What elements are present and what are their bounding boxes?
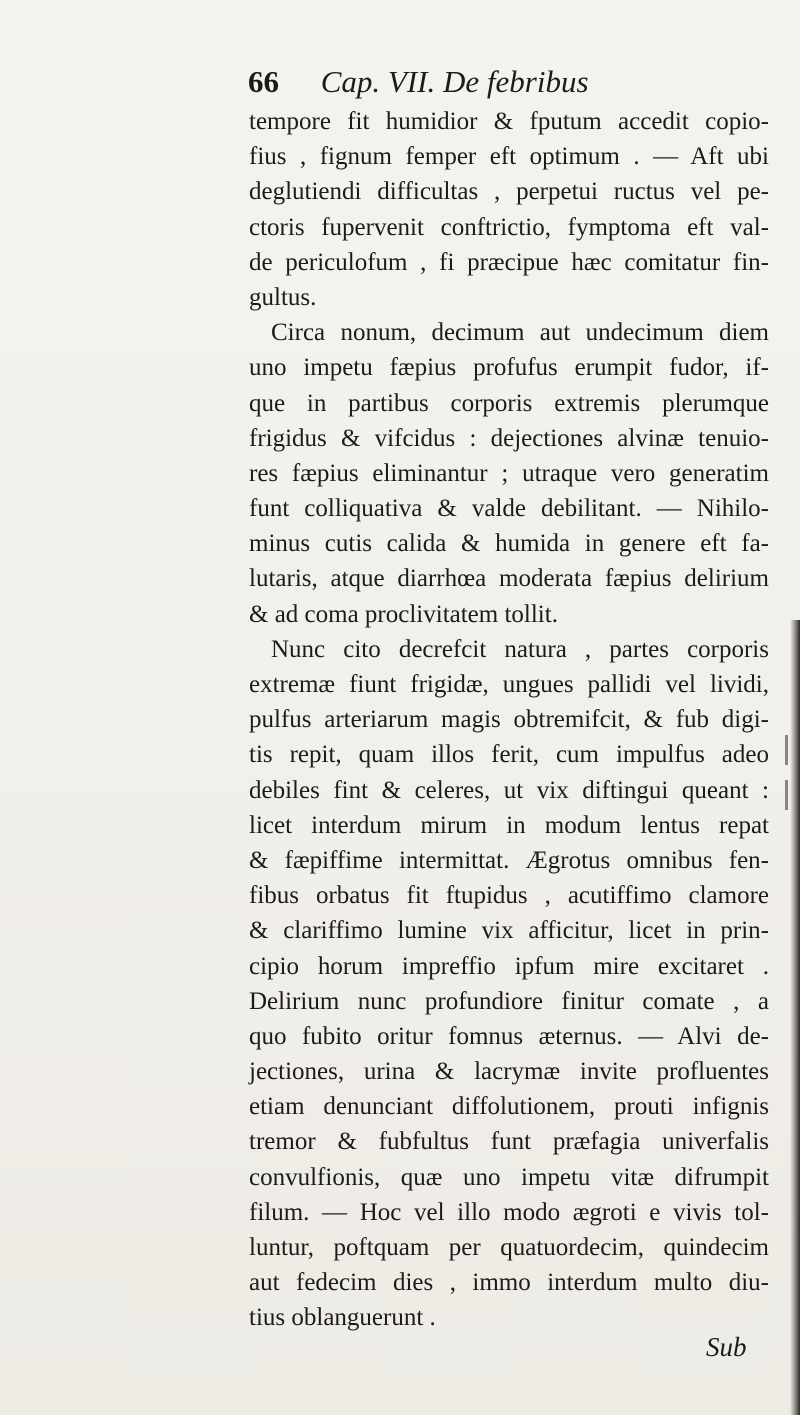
body-text (249, 104, 769, 1336)
text-line: funt colliquativa & valde debilitant. — Nihilo- (249, 495, 769, 523)
text-line: frigidus & vifcidus : dejectiones alvinæ tenuio- (249, 424, 769, 452)
text-line: uno impetu fæpius profufus erumpit fudor, if- (249, 354, 769, 382)
text-line: de periculofum , fi præcipue hæc comitatur fin- (249, 248, 769, 276)
running-title: Cap. VII. De febribus (320, 64, 589, 99)
text-line: deglutiendi difficultas , perpetui ructus vel pe- (249, 178, 769, 206)
text-line: & clariffimo lumine vix afficitur, licet in prin- (249, 917, 769, 945)
text-line: ctoris fupervenit conftrictio, fymptoma eft val- (249, 213, 769, 241)
text-line: aut fedecim dies , immo interdum multo diu- (249, 1269, 769, 1297)
text-line: luntur, poftquam per quatuordecim, quindecim (249, 1234, 769, 1261)
page-edge-mark (785, 780, 788, 810)
text-line: cipio horum impreffio ipfum mire excitaret . (249, 952, 769, 980)
text-line: tremor & fubfultus funt præfagia univerfalis (249, 1128, 769, 1156)
text-line: tempore fit humidior & fputum accedit copio- (249, 108, 769, 135)
text-line: Delirium nunc profundiore finitur comate , a (249, 987, 769, 1015)
text-line: tius oblanguerunt . (249, 1304, 436, 1332)
text-line: fibus orbatus fit ftupidus , acutiffimo clamore (249, 882, 769, 910)
text-line: minus cutis calida & humida in genere eft fa- (249, 530, 769, 558)
catchword: Sub (706, 1332, 747, 1362)
page-edge-mark (785, 735, 788, 765)
text-line: res fæpius eliminantur ; utraque vero generatim (249, 459, 769, 487)
text-line: fius , fignum femper eft optimum . — Aft ubi (249, 143, 769, 171)
text-line: debiles fint & celeres, ut vix diftingui queant : (249, 776, 769, 804)
text-line: etiam denunciant diffolutionem, prouti infignis (249, 1093, 769, 1121)
page-number: 66 (248, 64, 279, 99)
text-line: & fæpiffime intermittat. Ægrotus omnibus fen- (249, 846, 769, 874)
text-line: Circa nonum, decimum aut undecimum diem (271, 319, 769, 347)
text-line: gultus. (249, 283, 317, 311)
text-line: lutaris, atque diarrhœa moderata fæpius delirium (249, 565, 769, 593)
text-line: que in partibus corporis extremis plerumque (249, 389, 769, 417)
text-line: jectiones, urina & lacrymæ invite profluentes (249, 1058, 769, 1086)
text-line: convulfionis, quæ uno impetu vitæ difrumpit (249, 1163, 769, 1191)
text-line: & ad coma proclivitatem tollit. (249, 600, 558, 628)
text-line: extremæ fiunt frigidæ, ungues pallidi vel lividi, (249, 671, 769, 698)
text-line: Nunc cito decrefcit natura , partes corporis (271, 635, 769, 663)
page-edge-shadow (790, 620, 800, 1415)
text-line: quo fubito oritur fomnus æternus. — Alvi de- (249, 1022, 769, 1050)
text-line: tis repit, quam illos ferit, cum impulfus adeo (249, 741, 769, 769)
text-line: filum. — Hoc vel illo modo ægroti e vivis tol- (249, 1198, 769, 1226)
text-line: licet interdum mirum in modum lentus repat (249, 811, 769, 839)
text-line: pulfus arteriarum magis obtremifcit, & fub digi- (249, 706, 769, 734)
running-header (248, 64, 668, 100)
